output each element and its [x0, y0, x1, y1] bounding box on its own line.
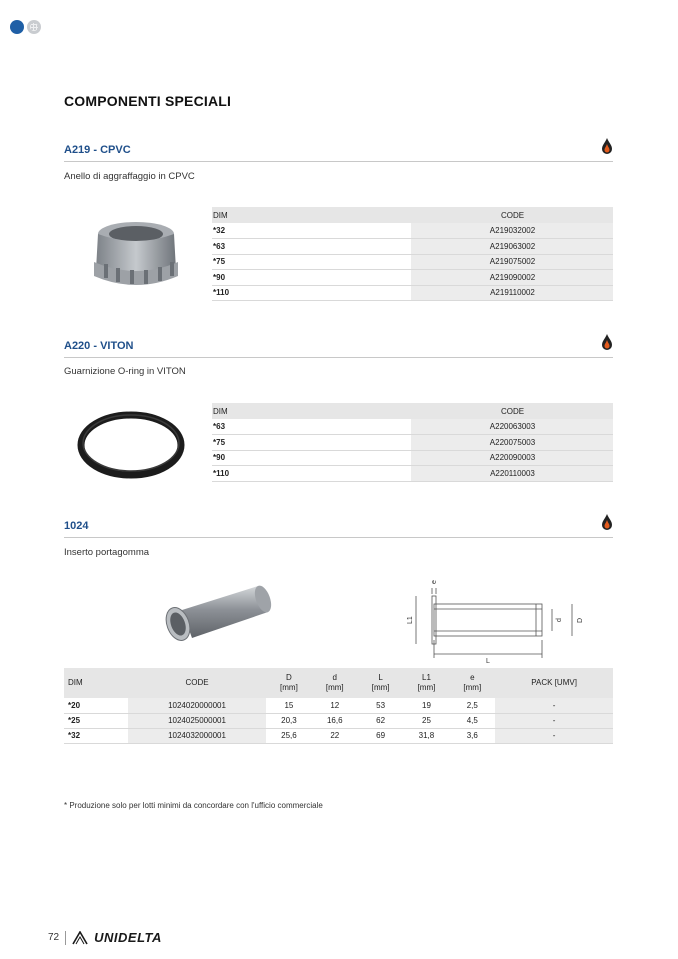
cell-L1: 19 [404, 698, 450, 713]
drawing-label-l: L [486, 658, 490, 664]
header-code: CODE [128, 668, 266, 698]
cell-code: A220090003 [411, 450, 613, 466]
drawing-label-e: e [431, 580, 438, 584]
footer-divider [65, 931, 66, 945]
page-title: COMPONENTI SPECIALI [64, 93, 232, 109]
section-a219-header [64, 144, 613, 162]
cell-pack: - [495, 713, 613, 728]
cell-code: A220063003 [411, 419, 613, 435]
header-pack: PACK [UMV] [495, 668, 613, 698]
cell-dim: *63 [212, 419, 411, 435]
section-a220-header [64, 340, 613, 358]
table-row [212, 285, 613, 301]
cell-dim: *32 [212, 223, 411, 239]
cell-pack: - [495, 728, 613, 743]
cell-L: 69 [358, 728, 404, 743]
brand-dots [10, 20, 41, 34]
cell-code: 1024025000001 [128, 713, 266, 728]
header-e: e [mm] [449, 668, 495, 698]
cell-dim: *63 [212, 239, 411, 255]
section-description: Inserto portagomma [64, 547, 150, 558]
cell-d: 16,6 [312, 713, 358, 728]
section-1024-header [64, 520, 613, 538]
table-row [212, 419, 613, 435]
cell-e: 2,5 [449, 698, 495, 713]
cell-L1: 31,8 [404, 728, 450, 743]
cell-L1: 25 [404, 713, 450, 728]
table-row [212, 270, 613, 286]
unidelta-logo-icon [72, 931, 88, 945]
brand-name: UNIDELTA [94, 930, 162, 945]
flame-drop-icon [601, 138, 613, 154]
cpvc-ring-image [86, 212, 186, 292]
cell-L: 62 [358, 713, 404, 728]
cell-D: 15 [266, 698, 312, 713]
section-title: A219 - CPVC [64, 144, 131, 156]
cell-code: 1024020000001 [128, 698, 266, 713]
page-number: 72 [48, 932, 60, 943]
cell-dim: *110 [212, 285, 411, 301]
table-row [212, 466, 613, 482]
table-row [212, 239, 613, 255]
cell-code: A220110003 [411, 466, 613, 482]
drawing-label-l1: L1 [407, 616, 414, 624]
grid-dot-icon [27, 20, 41, 34]
cell-code: A220075003 [411, 435, 613, 451]
cell-dim: *32 [64, 728, 128, 743]
oring-image [76, 410, 186, 480]
a220-table [212, 403, 613, 482]
cell-code: A219110002 [411, 285, 613, 301]
cell-dim: *75 [212, 435, 411, 451]
blue-dot-icon [10, 20, 24, 34]
cell-d: 12 [312, 698, 358, 713]
cell-dim: *90 [212, 450, 411, 466]
cell-code: A219032002 [411, 223, 613, 239]
header-L1: L1 [mm] [404, 668, 450, 698]
cell-dim: *110 [212, 466, 411, 482]
header-dim: DIM [212, 403, 411, 419]
cell-e: 3,6 [449, 728, 495, 743]
hose-insert-drawing [400, 574, 590, 664]
cell-dim: *25 [64, 713, 128, 728]
table-header-row [212, 207, 613, 223]
cell-code: A219063002 [411, 239, 613, 255]
table-row [64, 713, 613, 728]
cell-code: A219075002 [411, 254, 613, 270]
table-row [64, 728, 613, 743]
section-description: Guarnizione O-ring in VITON [64, 366, 186, 377]
cell-dim: *20 [64, 698, 128, 713]
insert-1024-table [64, 668, 613, 744]
cell-code: 1024032000001 [128, 728, 266, 743]
cell-code: A219090002 [411, 270, 613, 286]
hose-insert-image [160, 582, 275, 652]
header-code: CODE [411, 207, 613, 223]
cell-dim: *90 [212, 270, 411, 286]
header-dim: DIM [64, 668, 128, 698]
a219-table [212, 207, 613, 301]
table-row [64, 698, 613, 713]
header-L: L [mm] [358, 668, 404, 698]
flame-drop-icon [601, 334, 613, 350]
cell-dim: *75 [212, 254, 411, 270]
cell-L: 53 [358, 698, 404, 713]
table-row [212, 435, 613, 451]
table-header-row [64, 668, 613, 698]
drawing-label-big-d: D [577, 617, 584, 623]
page-footer [48, 930, 162, 945]
cell-D: 20,3 [266, 713, 312, 728]
section-title: A220 - VITON [64, 340, 134, 352]
header-code: CODE [411, 403, 613, 419]
footnote: * Produzione solo per lotti minimi da concordare con l'ufficio commerciale [64, 801, 323, 810]
header-d: d [mm] [312, 668, 358, 698]
table-row [212, 223, 613, 239]
header-dim: DIM [212, 207, 411, 223]
table-row [212, 254, 613, 270]
section-title: 1024 [64, 520, 89, 532]
flame-drop-icon [601, 514, 613, 530]
cell-d: 22 [312, 728, 358, 743]
cell-D: 25,6 [266, 728, 312, 743]
section-description: Anello di aggraffaggio in CPVC [64, 171, 195, 182]
header-D: D [mm] [266, 668, 312, 698]
cell-e: 4,5 [449, 713, 495, 728]
cell-pack: - [495, 698, 613, 713]
table-row [212, 450, 613, 466]
table-header-row [212, 403, 613, 419]
drawing-label-d: d [556, 618, 563, 622]
